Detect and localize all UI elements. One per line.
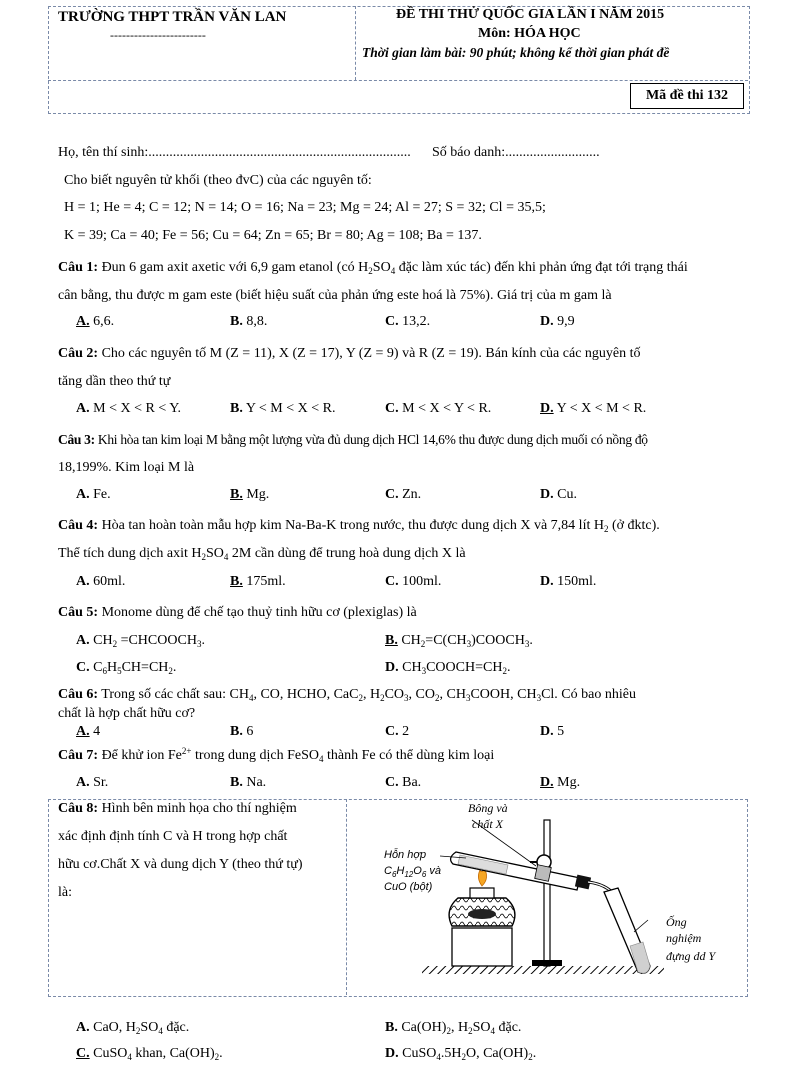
q2-stem: Câu 2: Cho các nguyên tố M (Z = 11), X (Z = 17), Y (Z = 9) và R (Z = 19). Bán kính của các nguyên tố: [58, 346, 641, 361]
q8-line-3: hữu cơ.Chất X và dung dịch Y (theo thứ tự): [58, 857, 303, 872]
q4-option-d[interactable]: D. 150ml.: [540, 574, 597, 589]
q1-stem: Câu 1: Đun 6 gam axit axetic với 6,9 gam etanol (có $H_2SO_4$ đặc làm xúc tác) đến khi phản ứng đạt tới trạng thái: [58, 260, 688, 276]
lab-block: [452, 928, 512, 966]
atomic-line-2: K = 39; Ca = 40; Fe = 56; Cu = 64; Zn = 65; Br = 80; Ag = 108; Ba = 137.: [64, 228, 482, 243]
q3-stem-2: 18,199%. Kim loại M là: [58, 460, 195, 475]
q3-option-b[interactable]: B. Mg.: [230, 487, 270, 502]
q7-option-c[interactable]: C. Ba.: [385, 775, 422, 790]
q7-option-a[interactable]: A. Sr.: [76, 775, 109, 790]
exam-subject: Môn: HÓA HỌC: [478, 26, 581, 41]
student-id: Số báo danh:...........................: [432, 145, 600, 160]
q3-option-d[interactable]: D. Cu.: [540, 487, 577, 502]
q6-stem: Câu 6: Trong số các chất sau: $CH_4$, CO, HCHO, CaC$_2$, $H_2CO_3$, $CO_2$, $CH_3COOH$, $CH_3Cl$. Có bao nhiêu: [58, 687, 636, 703]
q2-option-c[interactable]: C. M < X < Y < R.: [385, 401, 492, 416]
q8-line-4: là:: [58, 885, 72, 900]
q5-option-a[interactable]: A. $CH_2$ $=CHCOOCH_3$.: [76, 633, 205, 649]
q4-option-a[interactable]: A. 60ml.: [76, 574, 126, 589]
q6-option-d[interactable]: D. 5: [540, 724, 565, 739]
ground-hatch: [422, 966, 664, 974]
q8-option-c[interactable]: C. CuSO$_4$ khan, $Ca(OH)_2$.: [76, 1046, 223, 1062]
q6-stem-2: chất là hợp chất hữu cơ?: [58, 706, 196, 721]
label-dung-dd-y: đựng dd Y: [666, 949, 716, 963]
q6-option-a[interactable]: A. 4: [76, 724, 101, 739]
q6-option-b[interactable]: B. 6: [230, 724, 254, 739]
q4-stem: Câu 4: Hòa tan hoàn toàn mẫu hợp kim Na-Ba-K trong nước, thu được dung dịch X và 7,84 lít $H_2$ (ở đktc).: [58, 518, 660, 534]
test-tube-1: [451, 852, 591, 890]
label-hon-hop: Hỗn hợp: [384, 849, 427, 861]
q3-option-c[interactable]: C. Zn.: [385, 487, 422, 502]
q8-line-2: xác định định tính C và H trong hợp chất: [58, 829, 288, 844]
experiment-figure: [348, 800, 744, 994]
q8-option-a[interactable]: A. CaO, $H_2SO_4$ đặc.: [76, 1020, 190, 1036]
q4-option-c[interactable]: C. 100ml.: [385, 574, 442, 589]
exam-title: ĐỀ THI THỬ QUỐC GIA LẦN I NĂM 2015: [396, 7, 665, 22]
label-nghiem: nghiệm: [666, 931, 702, 945]
q1-option-c[interactable]: C. 13,2.: [385, 314, 431, 329]
q2-option-b[interactable]: B. Y < M < X < R.: [230, 401, 336, 416]
exam-code: Mã đề thi 132: [630, 83, 744, 109]
q1-option-a[interactable]: A. 6,6.: [76, 314, 115, 329]
q4-stem-2: Thể tích dung dịch axit $H_2SO_4$ 2M cần dùng để trung hoà dung dịch X là: [58, 546, 466, 562]
q2-option-d[interactable]: D. Y < X < M < R.: [540, 401, 647, 416]
label-formula: $C_6H_{12}O_6$ và: [384, 865, 441, 879]
header-divider: [355, 6, 356, 80]
q8-divider: [346, 799, 347, 995]
school-underline: ------------------------: [110, 28, 206, 42]
q7-stem: Câu 7: Để khử ion $Fe^{2+}$ trong dung dịch FeSO$_4$ thành Fe có thể dùng kim loại: [58, 746, 495, 764]
q3-stem: Câu 3: Khi hòa tan kim loại M bằng một lượng vừa đủ dung dịch HCl 14,6% thu được dung dịch muối có nồng độ: [58, 432, 648, 447]
q1-option-d[interactable]: D. 9,9: [540, 314, 575, 329]
q7-option-d[interactable]: D. Mg.: [540, 775, 581, 790]
q5-option-b[interactable]: B. $CH_2=C(CH_3)COOCH_3$.: [385, 633, 533, 649]
atomic-intro: Cho biết nguyên tử khối (theo đvC) của các nguyên tố:: [64, 173, 372, 188]
q3-option-a[interactable]: A. Fe.: [76, 487, 111, 502]
q5-option-d[interactable]: D. $CH_3COOCH=CH_2$.: [385, 660, 511, 676]
stand-pole: [544, 820, 550, 966]
label-cuo: CuO (bột): [384, 881, 433, 893]
test-tube-2: [604, 888, 650, 973]
q1-stem-2: cân bằng, thu được m gam este (biết hiệu suất của phản ứng este hoá là 75%). Giá trị của m gam là: [58, 288, 612, 303]
school-name: TRƯỜNG THPT TRẦN VĂN LAN: [58, 9, 287, 25]
student-name: Họ, tên thí sinh:...........................................................................: [58, 145, 411, 160]
q8-option-d[interactable]: D. $CuSO_4.5H_2O$, $Ca(OH)_2$.: [385, 1046, 537, 1062]
label-bong: Bông và: [468, 801, 508, 815]
q2-stem-2: tăng dần theo thứ tự: [58, 374, 171, 389]
label-chatx: chất X: [472, 817, 503, 831]
q2-option-a[interactable]: A. M < X < R < Y.: [76, 401, 181, 416]
q8-option-b[interactable]: B. $Ca(OH)_2$, $H_2SO_4$ đặc.: [385, 1020, 522, 1036]
atomic-line-1: H = 1; He = 4; C = 12; N = 14; O = 16; Na = 23; Mg = 24; Al = 27; S = 32; Cl = 35,5;: [64, 200, 546, 215]
q4-option-b[interactable]: B. 175ml.: [230, 574, 286, 589]
q6-option-c[interactable]: C. 2: [385, 724, 410, 739]
q5-stem: Câu 5: Monome dùng để chế tạo thuỷ tinh hữu cơ (plexiglas) là: [58, 605, 417, 620]
q5-option-c[interactable]: C. $C_6H_5CH=CH_2$.: [76, 660, 177, 676]
label-ong: Ống: [666, 915, 687, 929]
stand-base: [532, 960, 562, 966]
q1-option-b[interactable]: B. 8,8.: [230, 314, 268, 329]
q7-option-b[interactable]: B. Na.: [230, 775, 267, 790]
header-rule: [48, 80, 748, 81]
exam-time: Thời gian làm bài: 90 phút; không kể thời gian phát đề: [362, 45, 670, 60]
q8-line-1: Câu 8: Hình bên minh họa cho thí nghiệm: [58, 801, 297, 816]
